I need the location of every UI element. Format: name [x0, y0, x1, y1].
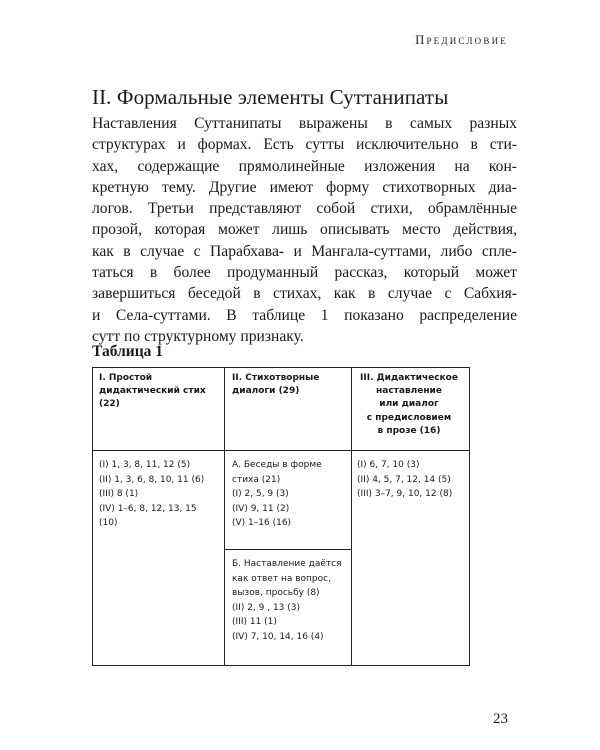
subsection-heading: стиха (21): [232, 474, 281, 485]
table-entry: (IV) 1–6, 8, 12, 13, 15: [99, 503, 197, 514]
table-divider-col2: [351, 367, 352, 666]
paragraph-line: Наставления Суттанипаты выражены в самых разных: [92, 115, 517, 132]
header-line: с предисловием: [366, 412, 452, 423]
header-line: (22): [99, 399, 120, 410]
table-border-top: [92, 367, 470, 368]
header-line: дидактический стих: [99, 386, 206, 397]
table-entry: (IV) 7, 10, 14, 16 (4): [232, 631, 324, 642]
page-number: 23: [493, 711, 508, 727]
table-entry: (III) 8 (1): [99, 489, 139, 500]
paragraph-line: структурах и формах. Есть сутты исключительно в сти-: [92, 136, 517, 154]
subsection-heading: как ответ на вопрос,: [232, 573, 331, 584]
header-line: диалоги (29): [232, 386, 300, 397]
paragraph-line: прозой, которая может лишь описывать место действия,: [92, 221, 517, 239]
table-entry: (I) 1, 3, 8, 11, 12 (5): [99, 460, 191, 470]
col3-body: [357, 458, 467, 502]
paragraph-line: таться в более продуманный рассказ, который может: [92, 264, 517, 282]
paragraph-line: и Села-суттами. В таблице 1 показано распределение: [92, 306, 517, 324]
header-line: II. Стихотворные: [232, 373, 320, 383]
table-entry: (II) 1, 3, 6, 8, 10, 11 (6): [99, 474, 205, 485]
header-line: наставление: [376, 386, 442, 397]
header-line: в прозе (16): [377, 425, 441, 436]
body-paragraph: [92, 113, 517, 347]
table-header-divider: [92, 450, 470, 451]
col2-section-b: [232, 557, 348, 645]
paragraph-line: как в случае с Парабхава- и Мангала-суттами, либо спле-: [92, 242, 517, 260]
section-title: II. Формальные элементы Суттанипаты: [92, 85, 449, 109]
table-entry: (III) 11 (1): [232, 617, 277, 628]
subsection-heading: вызов, просьбу (8): [232, 588, 320, 599]
table-divider-col1: [224, 367, 225, 666]
table-entry: (IV) 9, 11 (2): [232, 503, 290, 514]
header-line: I. Простой: [99, 373, 153, 383]
table-border-left: [92, 367, 93, 666]
paragraph-line: хах, содержащие прямолинейные изложения на кон-: [92, 157, 517, 175]
table-border-right: [469, 367, 470, 666]
paragraph-line: кретную тему. Другие имеют форму стихотворных диа-: [92, 178, 517, 196]
table-subsection-divider: [224, 549, 352, 550]
paragraph-line: сутт по структурному признаку.: [92, 327, 304, 345]
table-entry: (V) 1–16 (16): [232, 518, 292, 529]
header-line: или диалог: [379, 399, 439, 410]
structure-table: [92, 367, 470, 666]
subsection-heading: Б. Наставление даётся: [232, 559, 342, 569]
header-col-verse-dialogues: [232, 372, 347, 398]
header-col-simple-verse: [99, 372, 219, 412]
table-caption: Таблица 1: [92, 343, 163, 360]
table-entry: (I) 6, 7, 10 (3): [357, 460, 420, 470]
table-entry: (I) 2, 5, 9 (3): [232, 489, 289, 500]
col1-body: [99, 458, 221, 531]
paragraph-line: логов. Третьи представляют собой стихи, обрамлённые: [92, 200, 517, 218]
subsection-heading: А. Беседы в форме: [232, 460, 322, 470]
running-head: Предисловие: [415, 33, 508, 47]
table-entry: (II) 4, 5, 7, 12, 14 (5): [357, 474, 451, 485]
table-entry: (III) 3–7, 9, 10, 12 (8): [357, 489, 453, 500]
header-col-prose-preface: [354, 372, 464, 438]
col2-section-a: [232, 458, 348, 531]
table-entry: (10): [99, 518, 118, 529]
header-line: III. Дидактическое: [360, 373, 458, 383]
paragraph-line: завершиться беседой в стихах, как в случае с Сабхия-: [92, 285, 517, 303]
table-entry: (II) 2, 9 , 13 (3): [232, 602, 301, 613]
table-border-bottom: [92, 665, 470, 666]
